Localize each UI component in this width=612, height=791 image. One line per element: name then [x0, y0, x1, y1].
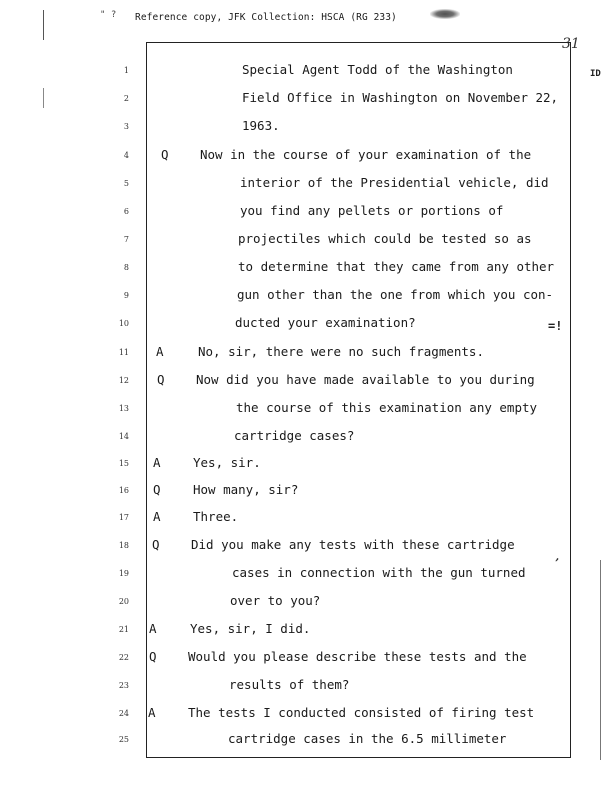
line-text: Three.	[193, 509, 239, 524]
line-text: results of them?	[229, 677, 350, 692]
line-number: 14	[118, 432, 129, 441]
speaker-label: A	[153, 455, 161, 470]
line-number: 8	[123, 263, 129, 272]
line-text: No, sir, there were no such fragments.	[198, 344, 484, 359]
speaker-label: A	[148, 705, 156, 720]
page-number: 31	[562, 36, 580, 52]
speaker-label: A	[153, 509, 161, 524]
line-number: 19	[118, 569, 129, 578]
line-text: Yes, sir, I did.	[190, 621, 311, 636]
speaker-label: Q	[161, 147, 169, 162]
line-number: 16	[118, 486, 129, 495]
line-text: cases in connection with the gun turned	[232, 565, 526, 580]
speaker-label: A	[149, 621, 157, 636]
margin-smudge: =!	[548, 319, 563, 333]
line-number: 22	[118, 653, 129, 662]
margin-line	[43, 10, 44, 40]
line-number: 2	[123, 94, 129, 103]
margin-line	[600, 560, 601, 760]
line-text: cartridge cases in the 6.5 millimeter	[228, 731, 507, 746]
line-text: Field Office in Washington on November 22,	[242, 90, 559, 105]
line-number: 7	[123, 235, 129, 244]
line-text: The tests I conducted consisted of firing test	[188, 705, 535, 720]
line-text: Would you please describe these tests and the	[188, 649, 527, 664]
line-number: 17	[118, 513, 129, 522]
line-number: 12	[118, 376, 129, 385]
line-number: 24	[118, 709, 129, 718]
margin-tick: ’	[549, 555, 562, 571]
line-text: over to you?	[230, 593, 321, 608]
line-text: Now in the course of your examination of the	[200, 147, 532, 162]
line-text: Yes, sir.	[193, 455, 261, 470]
line-text: How many, sir?	[193, 482, 299, 497]
margin-line	[43, 88, 44, 108]
line-number: 11	[118, 348, 129, 357]
line-number: 20	[118, 597, 129, 606]
speaker-label: Q	[153, 482, 161, 497]
line-number: 6	[123, 207, 129, 216]
line-text: gun other than the one from which you con-	[237, 287, 554, 302]
line-text: Did you make any tests with these cartridge	[191, 537, 515, 552]
line-number: 25	[118, 735, 129, 744]
line-number: 18	[118, 541, 129, 550]
line-text: ducted your examination?	[235, 315, 416, 330]
speaker-label: Q	[157, 372, 165, 387]
line-number: 5	[123, 179, 129, 188]
line-text: cartridge cases?	[234, 428, 355, 443]
line-number: 4	[123, 151, 129, 160]
line-number: 3	[123, 122, 129, 131]
speaker-label: Q	[152, 537, 160, 552]
line-text: Special Agent Todd of the Washington	[242, 62, 513, 77]
line-text: you find any pellets or portions of	[240, 203, 504, 218]
line-number: 15	[118, 459, 129, 468]
line-text: Now did you have made available to you during	[196, 372, 535, 387]
line-text: interior of the Presidential vehicle, did	[240, 175, 549, 190]
line-number: 10	[118, 319, 129, 328]
line-number: 21	[118, 625, 129, 634]
ink-stamp	[430, 9, 460, 19]
line-text: 1963.	[242, 118, 280, 133]
line-number: 13	[118, 404, 129, 413]
line-text: projectiles which could be tested so as	[238, 231, 532, 246]
line-text: the course of this examination any empty	[236, 400, 538, 415]
line-number: 23	[118, 681, 129, 690]
corner-mark: " ?	[100, 10, 117, 20]
speaker-label: A	[156, 344, 164, 359]
reference-header: Reference copy, JFK Collection: HSCA (RG 233)	[135, 12, 397, 23]
line-text: to determine that they came from any other	[238, 259, 555, 274]
speaker-label: Q	[149, 649, 157, 664]
line-number: 9	[123, 291, 129, 300]
edge-mark: ID	[590, 69, 601, 79]
line-number: 1	[123, 66, 129, 75]
